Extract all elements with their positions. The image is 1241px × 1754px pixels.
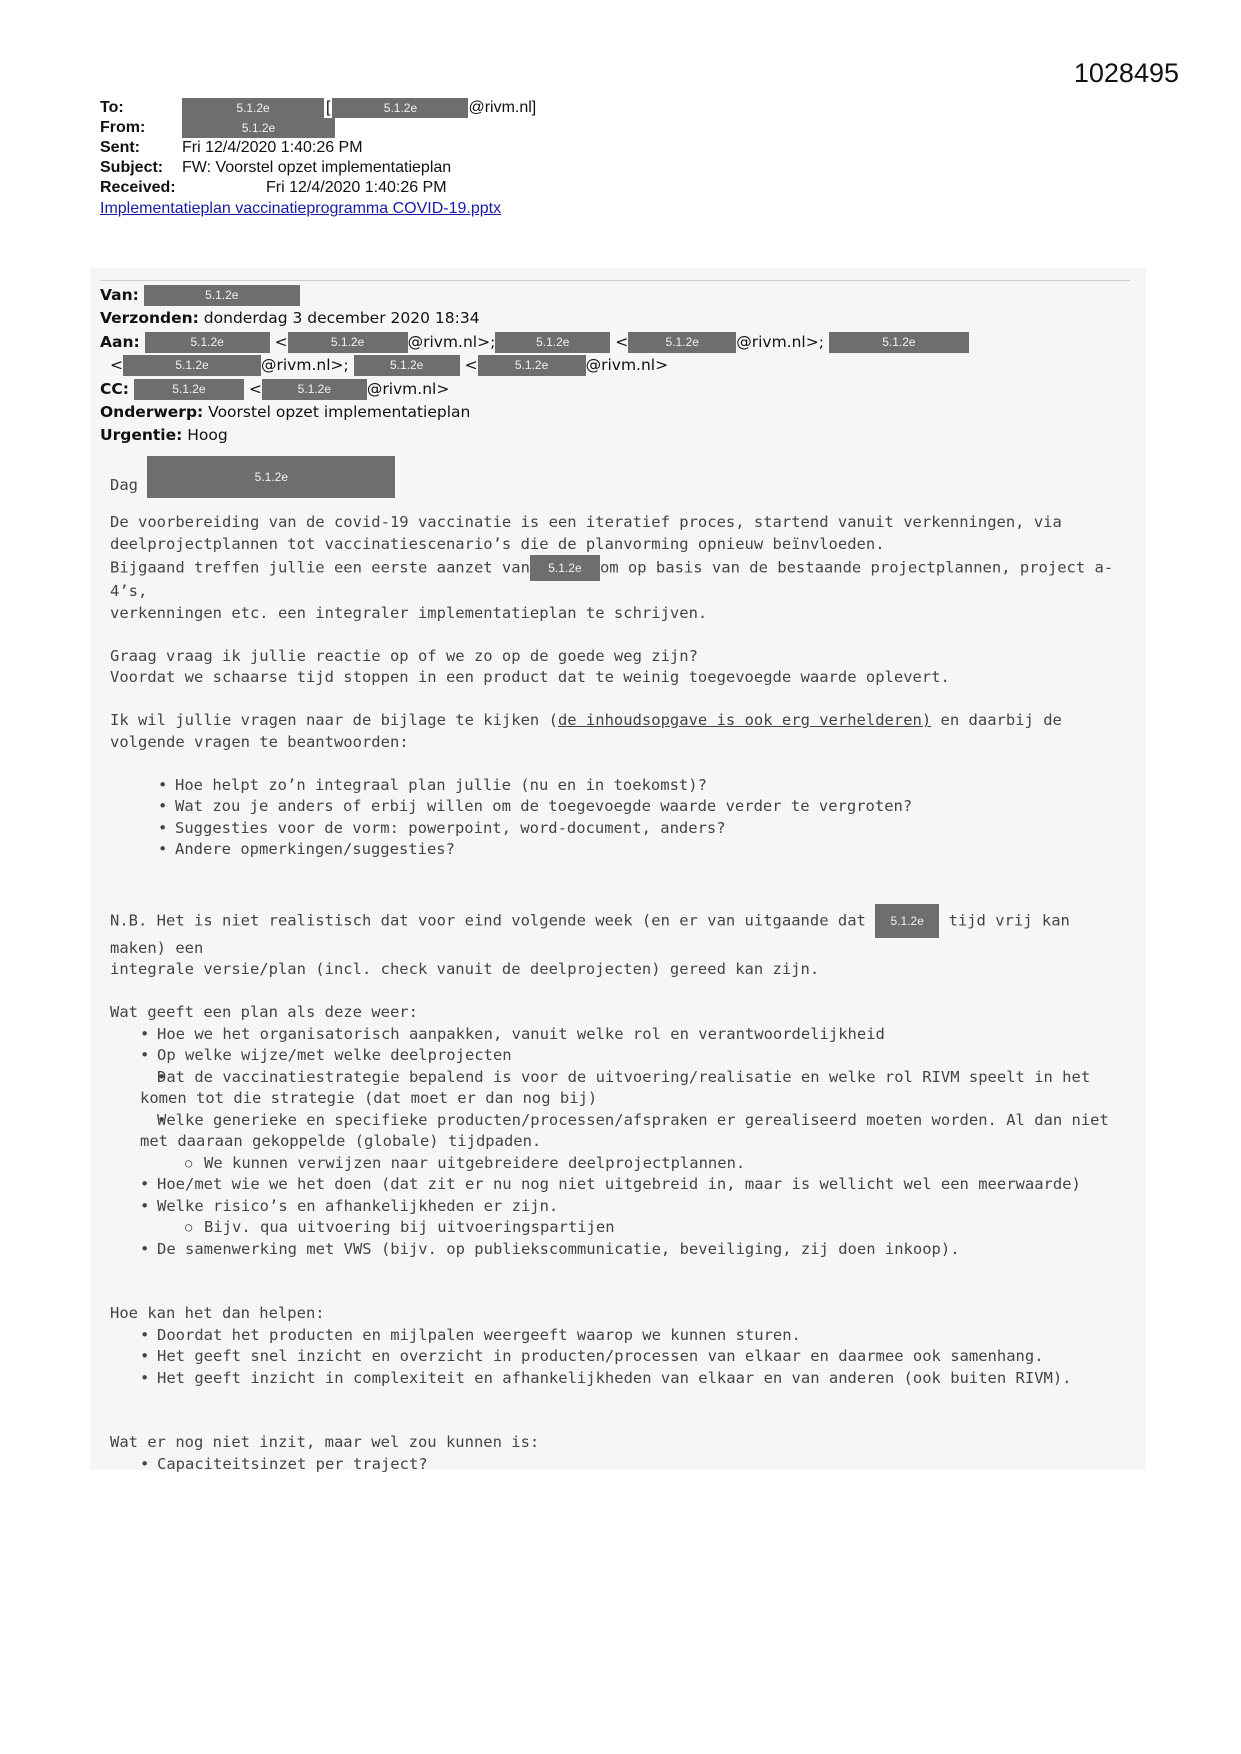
redaction: 5.1.2e <box>182 98 324 118</box>
plan-list <box>92 1024 1120 1261</box>
list-item: • Capaciteitsinzet per traject? <box>92 1454 1120 1476</box>
subject-label: Subject: <box>100 159 164 176</box>
redaction: 5.1.2e <box>182 118 335 138</box>
help-list <box>92 1325 1120 1390</box>
help-intro: Hoe kan het dan helpen: <box>110 1304 325 1322</box>
redaction: 5.1.2e <box>145 332 270 353</box>
list-item: • Welke generieke en specifieke producten/processen/afspraken er gerealiseerd moeten worden. Al dan niet met daaraan gekoppelde (globale) tijdpaden. <box>92 1110 1120 1153</box>
redaction: 5.1.2e <box>530 555 600 581</box>
to-label: To: <box>100 99 124 116</box>
list-item: • Welke risico’s en afhankelijkheden er zijn. <box>92 1196 1120 1218</box>
list-item: • Wat zou je anders of erbij willen om de toegevoegde waarde verder te vergroten? <box>110 796 1120 818</box>
inner-email-header <box>100 284 969 448</box>
subject-value: FW: Voorstel opzet implementatieplan <box>182 159 452 176</box>
onderwerp-label: Onderwerp: <box>100 402 204 421</box>
van-label: Van: <box>100 286 139 304</box>
sub-list-item: ○ We kunnen verwijzen naar uitgebreidere deelprojectplannen. <box>92 1153 1120 1175</box>
redaction: 5.1.2e <box>829 332 969 353</box>
sent-label: Sent: <box>100 139 140 156</box>
van-row <box>100 284 969 307</box>
cc-label: CC: <box>100 379 129 398</box>
redaction: 5.1.2e <box>478 355 586 376</box>
attachment-link[interactable]: Implementatieplan vaccinatieprogramma COVID-19.pptx <box>100 200 502 217</box>
received-value: Fri 12/4/2020 1:40:26 PM <box>266 179 447 196</box>
list-item: • Hoe/met wie we het doen (dat zit er nu nog niet uitgebreid in, maar is wellicht wel een meerwaarde) <box>92 1174 1120 1196</box>
plan-intro: Wat geeft een plan als deze weer: <box>110 1003 418 1021</box>
onderwerp-row <box>100 401 969 424</box>
document-number: 1028495 <box>1073 58 1179 88</box>
greeting: Dag <box>110 475 138 494</box>
redaction: 5.1.2e <box>144 285 300 306</box>
verzonden-value: donderdag 3 december 2020 18:34 <box>203 309 480 328</box>
list-item: • Hoe helpt zo’n integraal plan jullie (nu en in toekomst)? <box>110 775 1120 797</box>
list-item: • Op welke wijze/met welke deelprojecten <box>92 1045 1120 1067</box>
redaction: 5.1.2e <box>123 355 261 376</box>
message-body: De voorbereiding van de covid-19 vaccinatie is een iteratief proces, startend vanuit verkenningen, via deelprojectplannen tot vaccinatiescenario’s die de planvorming opnieuw beïnvloeden. Bijgaand treffen jullie een eerste aanzet van 5.1.2e om op basis van de bestaande projectplannen, project a-4’s, verkenningen etc. een integraler implementatieplan te schrijven. Graag vraag ik jullie reactie op of we zo op de goede weg zijn? Voordat we schaarse tijd stoppen in een product dat te weinig toegevoegde waarde oplevert. Ik wil jullie vragen naar de bijlage te kijken (de inhoudsopgave is ook erg verhelderen) en daarbij de volgende vragen te beantwoorden: • Hoe helpt zo’n integraal plan jullie (nu en in toekomst)? • Wat zou je anders of erbij willen om de toegevoegde waarde verder te vergroten? • Suggesties voor de vorm: powerpoint, word-document, anders? • Andere opmerkingen/suggesties? N.B. Het is niet realistisch dat voor eind volgende week (en er van uitgaande dat 5.1.2e tijd vrij kan maken) een integrale versie/plan (incl. check vanuit de deelprojecten) gereed kan zijn. Wat geeft een plan als deze weer: • Hoe we het organisatorisch aanpakken, vanuit welke rol en verantwoordelijkheid • Op welke wijze/met welke deelprojecten • Dat de vaccinatiestrategie bepalend is voor de uitvoering/realisatie en welke rol RIVM speelt in het komen tot die strategie (dat moet er dan nog bij) • Welke generieke en specifieke producten/processen/afspraken er gerealiseerd moeten worden. Al dan niet met daaraan gekoppelde (globale) tijdpaden. ○ We kunnen verwijzen naar uitgebreidere deelprojectplannen. • Hoe/met wie we het doen (dat zit er nu nog niet uitgebreid in, maar is wellicht wel een meerwaarde) • Welke risico’s en afhankelijkheden er zijn. ○ Bijv. qua uitvoering bij uitvoeringspartijen • De samenwerking met VWS (bijv. op publiekscommunicatie, beveiliging, zij doen inkoop). Hoe kan het dan helpen: • Doordat het producten en mijlpalen weergeeft waarop we kunnen sturen. • Het geeft snel inzicht en overzicht in producten/processen van elkaar en daarmee ook samenhang. • Het geeft inzicht in complexiteit en afhankelijkheden van elkaar en van anderen (ook buiten RIVM). Wat er nog niet inzit, maar wel zou kunnen is: • Capaciteitsinzet per traject? <box>110 512 1120 1475</box>
urgentie-label: Urgentie: <box>100 426 183 445</box>
redaction: 5.1.2e <box>495 332 610 353</box>
to-suffix: @rivm.nl] <box>468 99 537 117</box>
sent-value: Fri 12/4/2020 1:40:26 PM <box>182 139 363 156</box>
greeting-line <box>110 468 395 510</box>
sub-list-item: ○ Bijv. qua uitvoering bij uitvoeringspartijen <box>92 1217 1120 1239</box>
verzonden-row <box>100 307 969 330</box>
redaction: 5.1.2e <box>875 904 939 938</box>
list-item: • Het geeft inzicht in complexiteit en afhankelijkheden van elkaar en van anderen (ook buiten RIVM). <box>92 1368 1120 1390</box>
onderwerp-value: Voorstel opzet implementatieplan <box>208 402 471 421</box>
questions-list <box>110 775 1120 861</box>
missing-list <box>92 1454 1120 1476</box>
list-item: • De samenwerking met VWS (bijv. op publiekscommunicatie, beveiliging, zij doen inkoop). <box>92 1239 1120 1261</box>
urgentie-value: Hoog <box>187 426 228 445</box>
from-label: From: <box>100 119 146 136</box>
cc-row: CC: 5.1.2e < 5.1.2e @rivm.nl> <box>100 379 450 398</box>
aan-row: Aan: 5.1.2e < 5.1.2e @rivm.nl>; 5.1.2e < 5.1.2e @rivm.nl>; 5.1.2e <box>100 331 969 354</box>
redaction: 5.1.2e <box>288 332 408 353</box>
list-item: • Het geeft snel inzicht en overzicht in producten/processen van elkaar en daarmee ook samenhang. <box>92 1346 1120 1368</box>
list-item: • Suggesties voor de vorm: powerpoint, word-document, anders? <box>110 818 1120 840</box>
redaction: 5.1.2e <box>134 379 244 400</box>
aan-label: Aan: <box>100 332 140 351</box>
verzonden-label: Verzonden: <box>100 309 199 328</box>
request-paragraph: Ik wil jullie vragen naar de bijlage te kijken (de inhoudsopgave is ook erg verhelderen) en daarbij de volgende vragen te beantwoorden: <box>110 711 1062 751</box>
redaction: 5.1.2e <box>354 355 460 376</box>
missing-intro: Wat er nog niet inzit, maar wel zou kunnen is: <box>110 1433 540 1451</box>
redaction: 5.1.2e <box>147 456 395 498</box>
list-item: • Dat de vaccinatiestrategie bepalend is voor de uitvoering/realisatie en welke rol RIVM speelt in het komen tot die strategie (dat moet er dan nog bij) <box>92 1067 1120 1110</box>
list-item: • Doordat het producten en mijlpalen weergeeft waarop we kunnen sturen. <box>92 1325 1120 1347</box>
redaction: 5.1.2e <box>262 379 367 400</box>
list-item: • Andere opmerkingen/suggesties? <box>110 839 1120 861</box>
received-label: Received: <box>100 179 176 196</box>
urgentie-row <box>100 424 969 447</box>
redaction: 5.1.2e <box>628 332 736 353</box>
redaction: 5.1.2e <box>332 98 468 118</box>
separator-line <box>100 280 1130 281</box>
aan-row-continued: < 5.1.2e @rivm.nl>; 5.1.2e < 5.1.2e @rivm.nl> <box>110 356 669 375</box>
nb-paragraph: N.B. Het is niet realistisch dat voor eind volgende week (en er van uitgaande dat 5.1.2e tijd vrij kan maken) een <box>110 904 1120 960</box>
list-item: • Hoe we het organisatorisch aanpakken, vanuit welke rol en verantwoordelijkheid <box>92 1024 1120 1046</box>
